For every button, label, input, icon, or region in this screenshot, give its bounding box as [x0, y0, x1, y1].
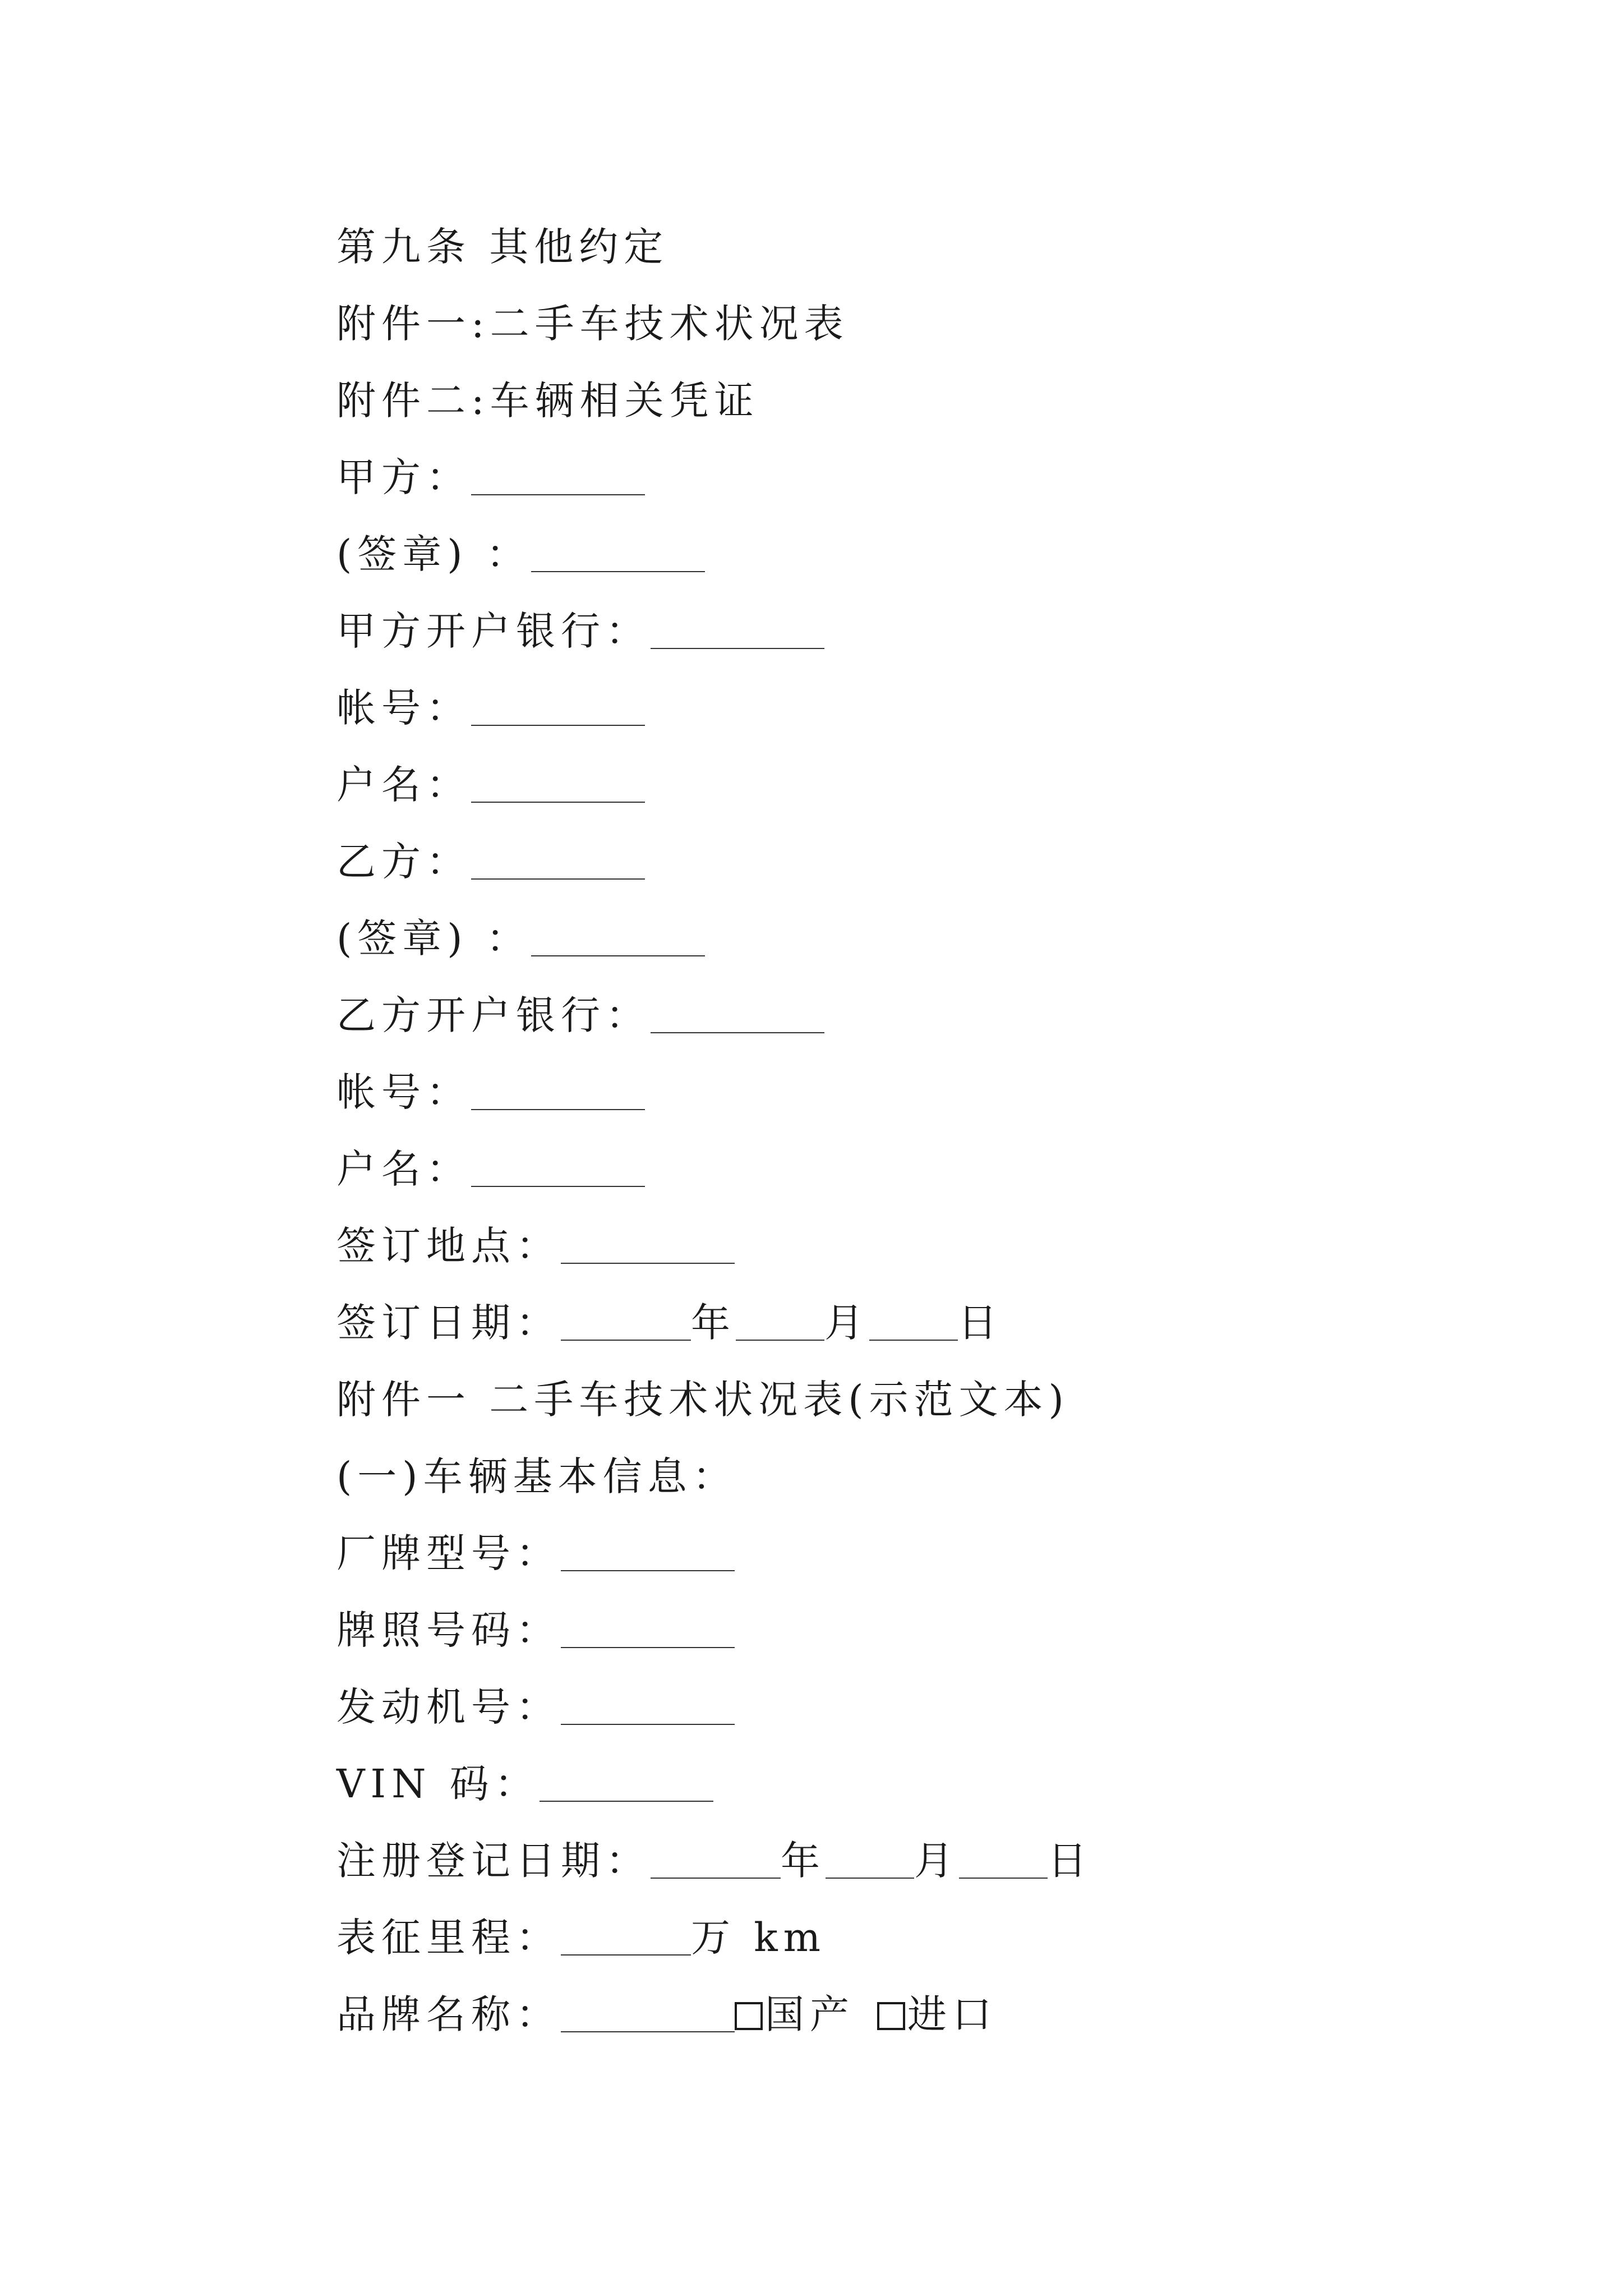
- mileage-unit: 万 km: [691, 1915, 827, 1961]
- field-label: VIN 码：: [336, 1761, 540, 1807]
- article-heading: [336, 209, 1458, 286]
- party-b-name-field[interactable]: [471, 1152, 645, 1187]
- annex-reference: [336, 362, 1458, 439]
- sign-date-row: [336, 1285, 1458, 1361]
- field-label: 品牌名称：: [336, 1991, 561, 2037]
- field-label: 厂牌型号：: [336, 1530, 561, 1576]
- party-b-seal-field[interactable]: [531, 922, 705, 956]
- day-label: 日: [1048, 1838, 1092, 1884]
- field-label: 签订地点：: [336, 1223, 561, 1269]
- field-label: 乙方开户银行：: [336, 992, 651, 1038]
- field-label: 注册登记日期：: [336, 1838, 651, 1884]
- party-b-name-row: [336, 1131, 1458, 1208]
- sign-place-field[interactable]: [561, 1229, 735, 1264]
- sign-year-field[interactable]: [561, 1306, 691, 1341]
- field-label: 甲方：: [336, 454, 471, 500]
- month-label: 月: [824, 1300, 869, 1346]
- sign-place-row: [336, 1208, 1458, 1285]
- mileage-row: [336, 1899, 1458, 1976]
- reg-date-row: [336, 1823, 1458, 1899]
- annex2-reference-text: 附件二:车辆相关凭证: [336, 378, 759, 424]
- party-a-name-row: [336, 747, 1458, 823]
- sign-month-field[interactable]: [736, 1306, 824, 1341]
- party-a-bank-row: [336, 593, 1458, 670]
- party-b-account-row: [336, 1054, 1458, 1131]
- field-label: 帐号：: [336, 1069, 471, 1115]
- party-b-account-field[interactable]: [471, 1075, 645, 1110]
- plate-number-field[interactable]: [561, 1613, 735, 1648]
- party-a-row: [336, 439, 1458, 516]
- field-label: 户名：: [336, 762, 471, 808]
- brand-name-field[interactable]: [561, 1998, 735, 2032]
- party-a-seal-field[interactable]: [531, 537, 705, 572]
- reg-month-field[interactable]: [826, 1844, 914, 1879]
- field-label: 牌照号码：: [336, 1607, 561, 1653]
- field-label: (签章) ：: [336, 915, 531, 961]
- reg-day-field[interactable]: [959, 1844, 1048, 1879]
- field-label: 户名：: [336, 1146, 471, 1192]
- brand-name-row: [336, 1976, 1458, 2053]
- vin-field[interactable]: [540, 1767, 713, 1802]
- month-label: 月: [914, 1838, 959, 1884]
- domestic-option-label: 国产: [765, 1991, 855, 2037]
- field-label: 帐号：: [336, 685, 471, 731]
- field-label: 表征里程：: [336, 1915, 561, 1961]
- engine-number-row: [336, 1669, 1458, 1746]
- field-label: 甲方开户银行：: [336, 608, 651, 654]
- section-title: [336, 1438, 1458, 1515]
- field-label: 发动机号：: [336, 1684, 561, 1730]
- imported-option-label: 进口: [907, 1991, 997, 2037]
- party-a-account-field[interactable]: [471, 691, 645, 726]
- day-label: 日: [958, 1300, 1003, 1346]
- plate-number-row: [336, 1592, 1458, 1669]
- party-b-row: [336, 823, 1458, 900]
- document-body: [336, 209, 1458, 2053]
- brand-model-row: [336, 1515, 1458, 1592]
- sign-day-field[interactable]: [869, 1306, 958, 1341]
- annex1-reference-text: 附件一:二手车技术状况表: [336, 301, 849, 347]
- field-label: (签章) ：: [336, 531, 531, 577]
- mileage-field[interactable]: [561, 1921, 691, 1955]
- annex1-title-text: 附件一 二手车技术状况表(示范文本): [336, 1377, 1069, 1423]
- annex1-title: [336, 1361, 1458, 1438]
- party-a-field[interactable]: [471, 461, 645, 495]
- brand-model-field[interactable]: [561, 1536, 735, 1571]
- field-label: 乙方：: [336, 839, 471, 885]
- party-b-seal-row: [336, 900, 1458, 977]
- imported-checkbox[interactable]: [877, 2002, 905, 2030]
- year-label: 年: [691, 1300, 736, 1346]
- party-b-bank-row: [336, 977, 1458, 1054]
- field-label: 签订日期：: [336, 1300, 561, 1346]
- party-a-name-field[interactable]: [471, 768, 645, 803]
- annex-reference: [336, 286, 1458, 362]
- reg-year-field[interactable]: [651, 1844, 781, 1879]
- party-b-field[interactable]: [471, 845, 645, 880]
- party-b-bank-field[interactable]: [651, 999, 824, 1033]
- engine-number-field[interactable]: [561, 1690, 735, 1725]
- vin-row: [336, 1746, 1458, 1823]
- section-title-text: (一)车辆基本信息：: [336, 1453, 737, 1499]
- party-a-account-row: [336, 670, 1458, 747]
- year-label: 年: [781, 1838, 826, 1884]
- party-a-seal-row: [336, 516, 1458, 593]
- party-a-bank-field[interactable]: [651, 614, 824, 649]
- domestic-checkbox[interactable]: [735, 2002, 763, 2030]
- article-heading-text: 第九条 其他约定: [336, 224, 669, 270]
